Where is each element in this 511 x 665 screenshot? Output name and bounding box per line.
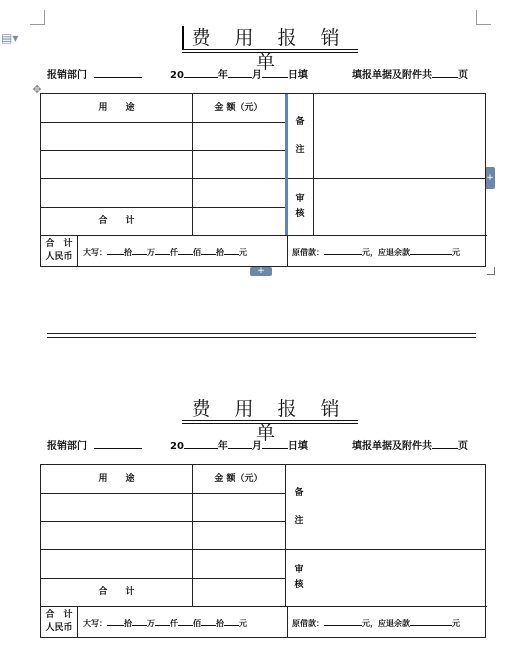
attachment-field[interactable] <box>352 438 468 454</box>
month-unit: 月 <box>251 441 262 452</box>
capital-blank[interactable] <box>224 616 239 626</box>
day-input[interactable] <box>262 438 288 449</box>
dept-field[interactable] <box>47 438 142 454</box>
unit-shi: 拾 <box>216 248 224 257</box>
total-rmb-label-2: 人民币 <box>45 252 73 262</box>
form-title: 费 用 报 销 单 <box>191 27 349 73</box>
borrowed-input[interactable] <box>324 245 362 255</box>
document-icon[interactable]: ▤▾ <box>1 31 19 45</box>
month-input[interactable] <box>228 67 252 78</box>
remarks-label-1: 备 <box>294 488 304 498</box>
refund-input[interactable] <box>410 245 452 255</box>
borrowed-label: 原借款： <box>292 248 324 257</box>
dept-input[interactable] <box>94 67 142 78</box>
month-unit: 月 <box>251 70 262 81</box>
year-prefix: 20 <box>170 441 184 452</box>
total-label: 合 计 <box>98 216 135 226</box>
dept-label: 报销部门 <box>47 441 87 452</box>
year-unit: 年 <box>217 441 228 452</box>
remarks-label-1: 备 <box>295 117 305 127</box>
attachment-unit: 页 <box>458 70 468 81</box>
expense-form <box>0 371 511 631</box>
unit-shi-wan: 拾 <box>124 248 132 257</box>
unit-qian: 仟 <box>170 619 178 628</box>
dept-field[interactable] <box>47 67 142 83</box>
capital-label: 大写： <box>83 248 107 257</box>
refund-label: 元，应退余款 <box>362 619 410 628</box>
day-suffix: 日填 <box>287 70 308 81</box>
add-row-plus-icon[interactable]: + <box>250 267 272 276</box>
day-suffix: 日填 <box>287 441 308 452</box>
yuan-end: 元 <box>452 248 460 257</box>
capital-blank[interactable] <box>107 245 124 255</box>
borrowed-input[interactable] <box>324 616 362 626</box>
unit-yuan: 元 <box>239 248 247 257</box>
add-column-plus-icon[interactable]: + <box>485 167 495 189</box>
review-label-1: 审 <box>294 565 304 575</box>
capital-amount-row[interactable] <box>83 616 247 630</box>
borrowed-label: 原借款： <box>292 619 324 628</box>
expense-form <box>0 0 511 260</box>
refund-label: 元，应退余款 <box>362 248 410 257</box>
refund-input[interactable] <box>410 616 452 626</box>
total-rmb-label-1: 合 计 <box>45 239 73 249</box>
dept-input[interactable] <box>94 438 142 449</box>
title-underline <box>182 52 358 53</box>
capital-blank[interactable] <box>132 245 147 255</box>
unit-wan: 万 <box>147 248 155 257</box>
year-input[interactable] <box>184 67 218 78</box>
date-field[interactable] <box>170 438 308 454</box>
expense-table <box>40 464 486 638</box>
capital-blank[interactable] <box>224 245 239 255</box>
year-prefix: 20 <box>170 70 184 81</box>
borrowed-row[interactable] <box>292 245 460 259</box>
unit-wan: 万 <box>147 619 155 628</box>
unit-shi-wan: 拾 <box>124 619 132 628</box>
unit-qian: 仟 <box>170 248 178 257</box>
attachment-unit: 页 <box>458 441 468 452</box>
unit-shi: 拾 <box>216 619 224 628</box>
separator-line <box>47 333 476 334</box>
year-input[interactable] <box>184 438 218 449</box>
review-label-2: 核 <box>295 209 305 219</box>
year-unit: 年 <box>217 70 228 81</box>
day-input[interactable] <box>262 67 288 78</box>
unit-yuan: 元 <box>239 619 247 628</box>
total-rmb-label-1: 合 计 <box>45 610 73 620</box>
title-underline <box>182 420 358 421</box>
dept-label: 报销部门 <box>47 70 87 81</box>
form-title: 费 用 报 销 单 <box>191 398 349 444</box>
amount-header: 金 额（元） <box>214 103 263 113</box>
amount-header: 金 额（元） <box>214 474 263 484</box>
attachment-field[interactable] <box>352 67 468 83</box>
attachment-label: 填报单据及附件共 <box>352 441 432 452</box>
borrowed-row[interactable] <box>292 616 460 630</box>
capital-blank[interactable] <box>107 616 124 626</box>
attachment-count-input[interactable] <box>432 67 458 78</box>
expense-table <box>40 93 486 267</box>
table-resize-handle[interactable] <box>487 267 495 275</box>
capital-label: 大写： <box>83 619 107 628</box>
total-label: 合 计 <box>98 587 135 597</box>
title-underline <box>182 49 358 50</box>
purpose-header: 用 途 <box>98 474 135 484</box>
review-label-2: 核 <box>294 580 304 590</box>
remarks-label-2: 注 <box>295 145 305 155</box>
attachment-label: 填报单据及附件共 <box>352 70 432 81</box>
capital-blank[interactable] <box>178 245 193 255</box>
capital-blank[interactable] <box>201 245 216 255</box>
yuan-end: 元 <box>452 619 460 628</box>
capital-blank[interactable] <box>155 616 170 626</box>
unit-bai: 佰 <box>193 619 201 628</box>
unit-bai: 佰 <box>193 248 201 257</box>
title-underline <box>182 423 358 424</box>
attachment-count-input[interactable] <box>432 438 458 449</box>
purpose-header: 用 途 <box>98 103 135 113</box>
capital-blank[interactable] <box>132 616 147 626</box>
total-rmb-label-2: 人民币 <box>45 623 73 633</box>
capital-amount-row[interactable] <box>83 245 247 259</box>
capital-blank[interactable] <box>155 245 170 255</box>
capital-blank[interactable] <box>178 616 193 626</box>
move-icon[interactable]: ✥ <box>32 83 42 96</box>
separator-line <box>47 337 476 338</box>
review-label-1: 审 <box>295 194 305 204</box>
month-input[interactable] <box>228 438 252 449</box>
date-field[interactable] <box>170 67 308 83</box>
remarks-label-2: 注 <box>294 516 304 526</box>
capital-blank[interactable] <box>201 616 216 626</box>
